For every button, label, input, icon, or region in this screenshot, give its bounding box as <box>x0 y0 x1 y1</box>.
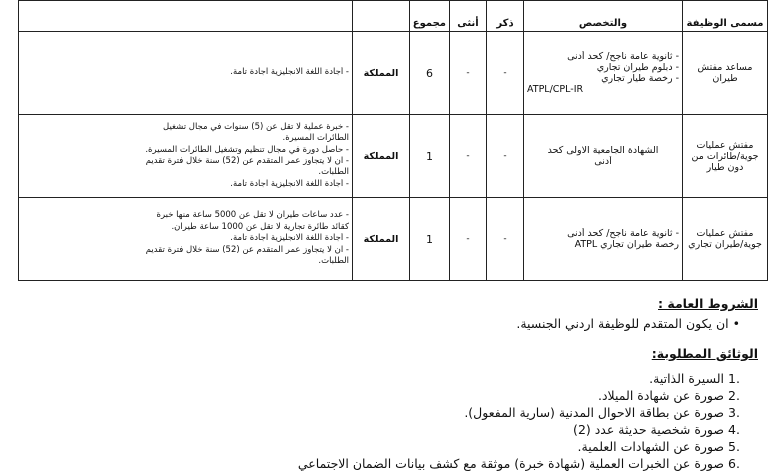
general-condition-text: ان يكون المتقدم للوظيفة اردني الجنسية. <box>516 316 729 331</box>
conditions-cell <box>19 115 353 198</box>
male-cell: - <box>487 115 524 198</box>
spec-line: الشهادة الجامعية الاولى كحد <box>547 145 659 156</box>
list-item <box>298 438 750 455</box>
list-item <box>298 387 750 404</box>
condition-line: - أجادة اللغة الانجليزية اجادة تامة. <box>230 178 349 189</box>
spec-line: - ثانوية عامة ناجح/ كحد أدنى <box>567 51 679 62</box>
table-row <box>19 198 768 281</box>
table-header-row <box>19 1 768 32</box>
bullet-icon: • <box>728 316 740 331</box>
list-item <box>298 455 750 472</box>
header-male: ذكر <box>487 1 524 32</box>
condition-line: - أجادة اللغة الانجليزية اجادة تامة. <box>230 67 349 78</box>
item-number: 4. <box>728 422 740 437</box>
condition-line: الطلبات. <box>318 256 349 267</box>
location-cell: المملكة <box>353 198 410 281</box>
header-female: أنثى <box>450 1 487 32</box>
list-item <box>298 370 750 387</box>
condition-line: الطائرات المسيرة. <box>282 133 349 144</box>
male-cell: - <box>487 32 524 115</box>
header-specialization: والتخصص <box>524 1 683 32</box>
required-documents-heading: الوثائق المطلوبة: <box>651 346 758 361</box>
item-number: 2. <box>728 388 740 403</box>
item-text: صورة شخصية حديثة عدد (2) <box>573 422 725 437</box>
male-cell: - <box>487 198 524 281</box>
female-cell: - <box>450 198 487 281</box>
conditions-cell <box>19 32 353 115</box>
spec-line: - رخصة طيار تجاري <box>601 73 679 84</box>
female-cell: - <box>450 32 487 115</box>
specialization-cell <box>524 32 683 115</box>
table-row <box>19 115 768 198</box>
spec-line: أدنى <box>594 156 612 167</box>
item-text: صورة عن الشهادات العلمية. <box>577 439 725 454</box>
header-location <box>353 1 410 32</box>
condition-line: - حاصل دورة في مجال تنظيم وتشغيل الطائرات المسيرة. <box>145 144 349 155</box>
condition-line: كقائد طائرة تجارية لا تقل عن 1000 ساعة طيران. <box>171 221 349 232</box>
condition-line: - ان لا يتجاوز عمر المتقدم عن (52) سنة خلال فترة تقديم <box>145 156 349 166</box>
required-documents-list <box>298 370 750 472</box>
general-condition-item <box>516 316 740 331</box>
location-cell: المملكة <box>353 32 410 115</box>
table-row <box>19 32 768 115</box>
spec-line: رخصة طيران تجاري ATPL <box>574 239 679 250</box>
item-number: 3. <box>728 405 740 420</box>
general-conditions-heading: الشروط العامة : <box>658 296 758 311</box>
count-cell: 1 <box>410 198 450 281</box>
list-item <box>298 404 750 421</box>
condition-line: - عدد ساعات طيران لا تقل عن 5000 ساعة منها خبرة <box>156 210 349 221</box>
header-count: مجموع <box>410 1 450 32</box>
location-cell: المملكة <box>353 115 410 198</box>
item-number: 5. <box>728 439 740 454</box>
condition-line: الطلبات. <box>318 167 349 178</box>
job-title-cell: مفتش عمليات جوية/طائرات من دون طيار <box>683 115 768 198</box>
header-conditions <box>19 1 353 32</box>
item-text: السيرة الذاتية. <box>649 371 725 386</box>
condition-line: - أجادة اللغة الانجليزية اجادة تامة. <box>230 233 349 244</box>
condition-line: - خبرة عملية لا تقل عن (5) سنوات في مجال تشغيل <box>163 121 349 132</box>
item-text: صورة عن شهادة الميلاد. <box>598 388 725 403</box>
header-job-title: مسمى الوظيفة <box>683 1 768 32</box>
specialization-cell <box>524 115 683 198</box>
jobs-table <box>18 0 768 281</box>
job-title-cell: مساعد مفتش طيران <box>683 32 768 115</box>
item-number: 6. <box>728 456 740 471</box>
item-number: 1. <box>728 371 740 386</box>
condition-line: - ان لا يتجاوز عمر المتقدم عن (52) سنة خلال فترة تقديم <box>145 244 349 255</box>
spec-line: - دبلوم طيران تجاري <box>596 62 679 73</box>
conditions-cell <box>19 198 353 281</box>
item-text: صورة عن بطاقة الاحوال المدنية (سارية المفعول). <box>464 405 725 420</box>
item-text: صورة عن الخبرات العملية (شهادة خبرة) موثقة مع كشف بيانات الضمان الاجتماعي <box>297 456 725 471</box>
count-cell: 1 <box>410 115 450 198</box>
female-cell: - <box>450 115 487 198</box>
specialization-cell <box>524 198 683 281</box>
count-cell: 6 <box>410 32 450 115</box>
spec-line: - ثانوية عامة ناجح/ كحد أدنى <box>567 228 679 239</box>
job-title-cell: مفتش عمليات جوية/طيران تجاري <box>683 198 768 281</box>
spec-line: ATPL/CPL-IR <box>527 84 584 95</box>
list-item <box>298 421 750 438</box>
